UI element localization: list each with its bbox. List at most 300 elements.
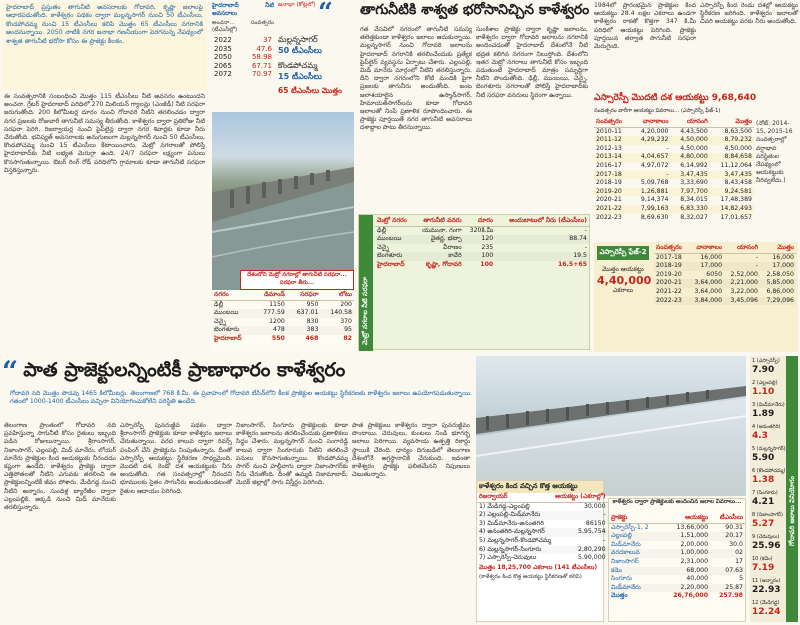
table-cell: 11,12,064: [720, 161, 752, 169]
table-cell: 3,45,096: [730, 296, 758, 304]
table-cell: 6,14,992: [680, 161, 708, 169]
table-cell: సింగూరు: [611, 575, 633, 583]
strip-item-value: 5.90: [752, 453, 775, 463]
headline-2: “ పాత ప్రాజెక్టులన్నింటికీ ప్రాణాధారం కాళేశ్వరం: [2, 355, 346, 388]
table-cell: మొత్తం: [611, 592, 628, 600]
table-cell: 68,000: [686, 566, 709, 574]
table-row: [654, 288, 796, 297]
table-cell: 4,50,000: [680, 144, 708, 152]
table-cell: 2050: [214, 53, 232, 62]
table-cell: 19.5: [573, 252, 587, 260]
table-cell: 25.87: [725, 583, 743, 591]
table-cell: 5,85,000: [766, 279, 794, 287]
allocation-box: [278, 34, 354, 110]
table-cell: 2035: [214, 44, 232, 53]
intro-text: హైదరాబాద్ ప్రస్తుతం తాగునీటి అవసరాలకు గోదావరి, కృష్ణా జలాలపై ఆధారపడుతోంది. కాళేశ్వరం పథకం ద్వారా మల్లన్నసాగర్ నుంచి 50 టీఎంసీలు, కొండపోచమ్మ నుంచి 15 టీఎంసీలు కలిపి మొత్తం 65 టీఎంసీలు నగరానికి అందనున్నాయి. 2050 నాటికి నగర జనాభా గణనీయంగా పెరగనున్న నేపథ్యంలో శాశ్వత తాగునీటి భరోసా కోసం ఈ ప్రాజెక్టు కీలకం.: [6, 4, 206, 45]
table-cell: 2016-17: [596, 161, 622, 169]
demand-header-label: జనాభా (కోట్లలో): [278, 2, 316, 8]
table-row: [477, 528, 608, 537]
table-row: [375, 252, 589, 261]
table-row: [594, 145, 754, 154]
table-cell: 8,84,658: [724, 153, 752, 161]
table-cell: 2,20,000: [680, 583, 709, 591]
table-cell: 3,84,000: [694, 296, 723, 304]
table-cell: ఎస్సారెస్పీ-1, 2: [611, 523, 649, 531]
table-cell: 16,000: [772, 253, 794, 261]
table-cell: 8,43,458: [724, 179, 752, 187]
lede-2: గోదావరి నది మొత్తం పొడవు 1465 కిలోమీటర్లు. తెలంగాణలో 768 కి.మీ. ఈ ప్రవాహంలో గోదావరి బేసిన్‌లోని కీలక ప్రాజెక్టుల ఆయకట్టు స్థిరీకరణకు కాళేశ్వరం జలాలు ఉపయోగపడుతున్నాయి. గతంలో 1000-1400 టీఎంసీలు వచ్చినా వినియోగించుకోలేని పరిస్థితి ఉండేది.: [10, 390, 474, 406]
strip-item: [752, 358, 786, 375]
strip-item-label: 4 (అనంతగిరి): [752, 424, 781, 430]
table-header-cell: దూరం: [464, 217, 496, 226]
mid-column-1: గత వేసవిలో నగరంలో తాగునీటి సమస్య తలెత్తకుండా కాళేశ్వరం జలాలు ఆదుకున్నాయి. మల్లన్నసాగర్ నుంచి గోదావరి జలాలను హైదరాబాద్ నగరానికి తరలించేందుకు ప్రత్యేక పైప్‌లైన్ వ్యవస్థను ఏర్పాటు చేశారు. ఎల్లంపల్లి, మిడ్ మానేరు మార్గంలో నీటిని తరలిస్తున్నారు. దీని ద్వారా నగరంలోని కోటి మందికి పైగా ప్రజలకు తాగునీరు అందుతోంది. జంట జలాశయాలైన ఉస్మాన్‌సాగర్, హిమాయత్‌సాగర్‌లను కూడా గోదావరి జలాలతో నింపే ప్రణాళిక రూపొందించారు. ఈ ప్రాజెక్టు పూర్తయితే నగర తాగునీటి అవసరాలు దశాబ్దాల పాటు తీరనున్నాయి.: [360, 26, 474, 132]
table-cell: 7,99,163: [640, 204, 669, 212]
table-cell: 47.6: [256, 44, 272, 53]
table-cell: 13,66,000: [676, 523, 709, 531]
table-cell: కావేరి: [448, 252, 462, 260]
table-cell: 2,31,000: [680, 557, 709, 565]
table-cell: 4,50,000: [724, 144, 752, 152]
table-cell: 90.31: [725, 523, 743, 531]
table-cell: 1,00,000: [680, 549, 709, 557]
table-cell: వీరాణం: [443, 243, 462, 251]
table-cell: 17,000: [700, 262, 723, 270]
table-cell: 95: [344, 326, 352, 334]
strip-item-label: 2 (ఎల్లంపల్లి): [752, 380, 778, 386]
table-cell: 478: [273, 326, 285, 334]
table-cell: 550: [271, 334, 285, 342]
strip-item: [752, 468, 786, 485]
table-cell: 4,80,000: [680, 153, 708, 161]
strip-item: [752, 424, 786, 441]
table-cell: 8,69,630: [640, 213, 669, 221]
strip-item-label: 1 (ఎస్సారెస్పీ): [752, 358, 780, 364]
alloc-source-2: కొండపోచమ్మ: [278, 61, 318, 70]
table-cell: 2020-21: [656, 279, 682, 287]
table-row: [654, 253, 796, 262]
table-cell: 37: [263, 36, 272, 44]
table-row: [212, 53, 274, 62]
table-row: [594, 153, 754, 162]
table-row: [375, 261, 589, 270]
table-header-cell: యాసంగి: [724, 244, 760, 253]
table-cell: 67.71: [251, 61, 272, 70]
table-cell: 07.63: [725, 566, 743, 574]
table-cell: ఎల్లంపల్లి: [611, 532, 632, 540]
table-cell: మిడ్‌మానేరు: [611, 583, 641, 591]
table-cell: 4,29,232: [640, 136, 669, 144]
strip-item-label: 9 (చెరువులు): [752, 534, 780, 540]
table-cell: వైతర్ణ, భట్సా: [430, 235, 462, 243]
table-row: [375, 244, 589, 253]
table-cell: కృష్ణా, గోదావరి: [425, 260, 462, 268]
table-row: [477, 502, 608, 511]
table-row: [654, 271, 796, 280]
strip-item-value: 7.90: [752, 365, 775, 375]
new-ayacut-box: కాళేశ్వరం కింద వచ్చిన కొత్త ఆయకట్టు రిజర్వాయర్ ఆయకట్టు (ఎకరాల్లో) 1) మేడిగడ్డ-ఎల్లంపల్లి 30,000 2) ఎల్లంపల్లి-మిడ్‌మానేరు - 3) మిడ్‌మానేరు-అనంతగిరి 86150 4) అనంతగిరి-మల్లన్నసాగర్ 5,95,754 5) మల్లన్నసాగర్-కొండపోచమ్మ - 6) మల్లన్నసాగర్-సింగూరు 2,80,290 7) ఎస్సారెస్పీ-చెరువులు 5,90,000 మొత్తం 18,25,700 ఎకరాలు (141 టీఎంసీలు) (కాళేశ్వరం కింద కొత్త ఆయకట్టు స్థిరీకరణతో కలిపి): [476, 480, 604, 622]
table-row: [212, 335, 354, 344]
table-cell: 235: [481, 243, 494, 251]
table-cell: 4,97,072: [640, 161, 669, 169]
strip-item-label: 11 (అన్నారం): [752, 578, 781, 584]
table-cell: 2021-22: [656, 287, 682, 295]
strip-item: [752, 446, 786, 463]
table-cell: 2019-20: [656, 270, 682, 278]
srsp2-side: ఎస్సారెస్పీ ఫేజ్-2 మొత్తం ఆయకట్టు 4,40,000 ఎకరాలు: [597, 248, 652, 294]
right-top-text: 1984లో ప్రారంభమైన ప్రాజెక్టుల కింద ఆయకట్టు 28.4 లక్షల ఎకరాలు ఉండగా కాళేశ్వరం రాకతో కొత్తగా 347 కి.మీ పరిధిలో ఆయకట్టు పెరిగింది. ప్రాజెక్టు పూర్తయిన తర్వాత సాగునీటి సరఫరా మెరుగైంది.: [594, 2, 698, 51]
strip-item-value: 1.89: [752, 409, 775, 419]
alloc-value-1: 50 టీఎంసీలు: [278, 46, 322, 55]
table-row: [212, 309, 354, 318]
table-cell: 6) మల్లన్నసాగర్-సింగూరు: [479, 545, 542, 553]
table-cell: 9,24,581: [724, 187, 752, 195]
table-cell: 3,64,000: [694, 279, 723, 287]
barrage-photo: [476, 356, 746, 496]
intro-box: [2, 2, 207, 90]
table-cell: 200: [340, 300, 352, 308]
table-cell: 6050: [706, 270, 723, 278]
table-cell: 70.97: [251, 70, 272, 79]
table-row: [609, 558, 745, 567]
table-cell: 830: [306, 317, 319, 325]
strip-title-band: గోదావరి జలాలు వినియోగం: [786, 356, 798, 622]
table-cell: 14,82,493: [720, 204, 752, 212]
demand-table: [212, 36, 274, 79]
table-cell: 40,000: [686, 575, 709, 583]
demand-box: [212, 2, 277, 110]
table-cell: 5: [739, 575, 743, 583]
bottom-col-4: పాత ప్రాజెక్టులు కాళేశ్వరం ద్వారా పునరుజ్జీవం పొందాయి. చెరువులు, కుంటలు నిండి భూగర్భ జలాలు పెరిగాయి. వ్యవసాయ ఉత్పత్తి రికార్డు స్థాయికి చేరింది. ధాన్యం దిగుబడిలో తెలంగాణ దేశంలోనే అగ్రస్థానానికి చేరుకుంది. ఇదంతా కాళేశ్వరం ప్రాజెక్టు ఫలితమేనని నిపుణులు చెబుతున్నారు.: [352, 422, 472, 479]
table-cell: 2,21,000: [730, 279, 758, 287]
table-cell: 3) మిడ్‌మానేరు-అనంతగిరి: [479, 519, 544, 527]
table-row: [477, 546, 608, 555]
table-row: [212, 36, 274, 45]
table-cell: 1150: [269, 300, 285, 308]
metro-table-2: [358, 214, 590, 350]
right-top-text-2: ఎస్సారెస్పీ కింద రెండు దశల్లో ఆయకట్టు స్థిరీకరణ జరిగింది. కాళేశ్వరం జలాలతో చివరి ఆయకట్టు వరకు నీరు అందుతోంది.: [700, 2, 800, 26]
table-cell: 383: [306, 326, 319, 334]
table-cell: 02: [735, 549, 743, 557]
table-cell: 5,09,768: [640, 179, 669, 187]
table-cell: 7,97,700: [680, 187, 708, 195]
table-cell: 17,01,657: [720, 213, 752, 221]
table-row: [654, 279, 796, 288]
table-row: [594, 214, 754, 223]
table-row: [212, 318, 354, 327]
table-cell: -: [666, 144, 669, 152]
table-cell: యమునా, గంగా: [422, 226, 462, 234]
srsp2-box: [594, 242, 798, 352]
table-cell: 2017-18: [596, 170, 622, 178]
table-cell: 26,76,000: [673, 592, 709, 600]
table-cell: 1200: [269, 317, 285, 325]
table-cell: 2011-12: [596, 136, 622, 144]
metro-table-2-body: [375, 217, 589, 349]
table-cell: 468: [305, 334, 319, 342]
table-cell: 4,04,657: [640, 153, 669, 161]
table-cell: ముంబయి: [214, 309, 239, 317]
alloc-source-1: మల్లన్నసాగర్: [278, 35, 318, 44]
table-cell: ముంబయి: [377, 235, 402, 243]
table-cell: 20.17: [725, 532, 743, 540]
strip-item: [752, 556, 786, 573]
table-header-cell: ఆయకట్టు (ఎకరాల్లో): [553, 493, 608, 502]
strip-item-value: 25.96: [752, 541, 781, 551]
table-cell: 100: [480, 260, 494, 268]
table-header-cell: వానాకాలం: [631, 118, 670, 127]
quote-mark-2: “: [2, 355, 19, 388]
table-cell: బెంగళూరు: [377, 252, 403, 260]
table-header-cell: రిజర్వాయర్: [477, 493, 553, 502]
alloc-total: 65 టీఎంసీలు మొత్తం: [278, 86, 342, 95]
table-cell: బెంగళూరు: [214, 326, 240, 334]
table-cell: 2012-13: [596, 144, 622, 152]
table-cell: 2,00,000: [680, 540, 709, 548]
table-cell: -: [755, 262, 758, 270]
table-cell: 5,95,754: [578, 528, 606, 536]
metro-side-label: మెట్రో నగరాల నీటి సరఫరా: [359, 215, 373, 351]
table-header-cell: తాగునీటి వనరు: [414, 217, 464, 226]
table-cell: 2022-23: [596, 213, 622, 221]
table-cell: 17,000: [772, 262, 794, 270]
table-cell: 4) అనంతగిరి-మల్లన్నసాగర్: [479, 528, 545, 536]
table-cell: 2,58,050: [766, 270, 794, 278]
table-header-cell: సరఫరా: [287, 291, 321, 300]
table-cell: 320కి.మీ: [469, 226, 494, 234]
table-cell: 6,83,330: [680, 204, 708, 212]
table-cell: 8,32,027: [680, 213, 708, 221]
srsp-table: [594, 118, 754, 238]
table-cell: 3,47,435: [680, 170, 708, 178]
table-cell: 30.0: [729, 540, 743, 548]
table-cell: 16,000: [700, 253, 723, 261]
table-cell: 88.74: [569, 235, 587, 243]
bottom-col-2: ఎస్సారెస్పీ పునరుజ్జీవ పథకం ద్వారా శ్రీరాంసాగర్ ప్రాజెక్టుకు కూడా కాళేశ్వరం జలాలు చేరుతున్నాయి. వరద కాలువ ద్వారా రివర్స్ పంపింగ్ చేసి ప్రాజెక్టును నింపుతున్నారు. దీంతో ఎస్సారెస్పీ ఆయకట్టు స్థిరీకరణ సాధ్యమైంది. మొదటి దశ, రెండో దశ ఆయకట్టుకు నీరు అందుతోంది. గత సంవత్సరాల్లో నీరందని భూములకు సైతం సాగునీరు అందుతుండటంతో రైతుల ఆదాయం పెరిగింది.: [120, 422, 234, 495]
table-cell: 3,64,000: [694, 287, 723, 295]
table-cell: 950: [306, 300, 319, 308]
table-cell: 3,22,000: [730, 287, 758, 295]
alloc-value-2: 15 టీఎంసీలు: [278, 72, 322, 81]
table-row: [594, 136, 754, 145]
table-cell: -: [603, 511, 606, 519]
table-cell: -: [584, 243, 587, 251]
strip-item-value: 1.10: [752, 387, 775, 397]
table-cell: 2022-23: [656, 296, 682, 304]
strip-item: [752, 380, 786, 397]
table-cell: -: [755, 253, 758, 261]
barrage-illustration: [476, 356, 746, 496]
srsp2-table: [654, 244, 796, 350]
table-row: [654, 262, 796, 271]
bottom-col-3: నిజాంసాగర్, సింగూరు ప్రాజెక్టులకు కూడా కాళేశ్వరం జలాలను తరలించేందుకు ప్రణాళికలు సిద్ధం చేశారు. మల్లన్నసాగర్ నుంచి సంగారెడ్డి కాలువ ద్వారా సింగూరుకు నీటిని తరలించే పనులు కొనసాగుతున్నాయి. కొండపోచమ్మ సాగర్ నుంచి హల్దీవాగు ద్వారా నిజాంసాగర్‌కు నీరు చేరుతోంది. దీంతో ఉమ్మడి నిజామాబాద్, మెదక్ జిల్లాల్లో సాగు విస్తీర్ణం పెరిగింది.: [236, 422, 350, 487]
table-cell: హైదరాబాద్: [377, 260, 405, 268]
table-cell: 82: [343, 334, 352, 342]
strip-item-label: 3 (మిడ్‌మానేరు): [752, 402, 785, 408]
table-cell: 4,50,000: [680, 136, 708, 144]
table-header-cell: యాసంగి: [670, 118, 709, 127]
table-row: [212, 300, 354, 309]
table-cell: 2) ఎల్లంపల్లి-మిడ్‌మానేరు: [479, 511, 541, 519]
table-cell: -: [666, 170, 669, 178]
bottom-col-1: తెలంగాణ ప్రాంతంలో గోదావరి నది ప్రవహిస్తున్నా సాగునీటి కోసం రైతులు ఇబ్బంది పడిన రోజులున్నాయి. శ్రీరాంసాగర్, నిజాంసాగర్, ఎల్లంపల్లి, మిడ్ మానేరు, లోయర్ మానేరు ప్రాజెక్టుల కింద ఆయకట్టుకు నీరందడం కష్టంగా ఉండేది. కాళేశ్వరం ప్రాజెక్టు ద్వారా ఎత్తిపోతలతో నీటిని ఎగువకు తరలించి ఈ ప్రాజెక్టులన్నింటికీ జీవం పోశారు. మేడిగడ్డ నుంచి నీటిని అన్నారం, సుందిళ్ల బ్యారేజీల ద్వారా ఎల్లంపల్లికి, అక్కడి నుంచి మిడ్ మానేరుకు తరలిస్తున్నారు.: [4, 422, 118, 512]
table-cell: మిడ్‌మానేరు: [611, 540, 641, 548]
intro-body: [2, 93, 207, 293]
table-cell: 120: [481, 235, 494, 243]
table-row: [477, 511, 608, 520]
table-cell: 8,79,232: [724, 136, 752, 144]
table-row: [609, 523, 745, 532]
table-cell: 7,29,096: [766, 296, 794, 304]
table-cell: ఢిల్లీ: [377, 226, 387, 234]
headline-1: తాగునీటికి శాశ్వత భరోసానిచ్చిన కాళేశ్వరం: [360, 2, 590, 18]
table-cell: 8,63,500: [724, 127, 752, 135]
strip-item-label: 6 (కొండపోచమ్మ): [752, 468, 786, 474]
table-cell: 2022: [214, 36, 232, 44]
strip-item-label: 10 (కడెం): [752, 556, 773, 562]
table-header-cell: నగరం: [212, 291, 253, 300]
table-cell: 5) మల్లన్నసాగర్-కొండపోచమ్మ: [479, 536, 551, 544]
table-row: [594, 205, 754, 214]
table-cell: 2,52,000: [730, 270, 758, 278]
strip-item-label: 7 (సింగూరు): [752, 490, 778, 496]
table-row: [594, 171, 754, 180]
strip-item-value: 7.19: [752, 563, 775, 573]
table-row: [477, 537, 608, 546]
strip-item: [752, 512, 786, 529]
quote-mark-1: “: [318, 0, 333, 28]
metro-table-1: [212, 291, 354, 351]
table-cell: 140.58: [330, 309, 352, 317]
table-cell: 58.98: [251, 53, 272, 62]
canal-illustration: [212, 112, 354, 290]
table-header-cell: మొత్తం: [760, 244, 796, 253]
table-header-cell: టీఎంసీలు: [710, 514, 745, 523]
table-row: [212, 326, 354, 335]
table-cell: 8,34,015: [680, 196, 708, 204]
strip-item-value: 4.21: [752, 497, 775, 507]
srsp-note: (నోట్: 2014-15, 2015-16 సంవత్సరాల్లో వర్షాభావ పరిస్థితుల నేపథ్యంలో ఆయకట్టుకు నీరివ్వలేదు.): [756, 120, 795, 185]
table-row: [609, 567, 745, 576]
strip-item: [752, 578, 786, 595]
strip-item: [752, 600, 786, 617]
table-row: [594, 127, 754, 136]
table-cell: 1) మేడిగడ్డ-ఎల్లంపల్లి: [479, 502, 530, 510]
table-cell: 2072: [214, 70, 232, 79]
table-row: [375, 235, 589, 244]
demand-title: హైదరాబాద్ నీటి అవసరాలు: [212, 2, 277, 17]
table-cell: 370: [340, 317, 352, 325]
table-row: [212, 62, 274, 71]
table-cell: 4,43,500: [680, 127, 708, 135]
table-cell: 5,90,000: [578, 554, 606, 562]
table-cell: 100: [481, 252, 494, 260]
table-cell: 2010-11: [596, 127, 622, 135]
right-strip: [750, 356, 798, 622]
table-row: [477, 554, 608, 563]
table-cell: ఢిల్లీ: [214, 300, 224, 308]
table-header-cell: సంవత్సరం: [594, 118, 631, 127]
table-row: [375, 226, 589, 235]
demand-subtitle: అంచనా... సంవత్సరం (టీఎంసీల్లో): [212, 20, 276, 33]
strip-item-label: 8 (నిజాంసాగర్): [752, 512, 783, 518]
table-row: [594, 188, 754, 197]
strip-items: [750, 356, 786, 622]
strip-item-label: 5 (మల్లన్నసాగర్): [752, 446, 786, 452]
demand-header-box: [278, 2, 350, 30]
table-cell: 30,000: [583, 502, 606, 510]
table-row: [594, 179, 754, 188]
table-cell: 257.98: [719, 592, 743, 600]
table-cell: 17: [735, 557, 743, 565]
table-header-cell: ప్రాజెక్టు: [609, 514, 661, 523]
table-cell: 3,33,690: [680, 179, 708, 187]
table-cell: 9,14,374: [640, 196, 669, 204]
table-header-cell: వానాకాలం: [688, 244, 724, 253]
table-row: [609, 575, 745, 584]
mid-column-2: సుంకిశాల ప్రాజెక్టు ద్వారా కృష్ణా జలాలను, కాళేశ్వరం ద్వారా గోదావరి జలాలను నగరానికి అందించడంతో హైదరాబాద్ దేశంలోనే నీటి భద్రత కలిగిన నగరంగా నిలుస్తోంది. దేశంలోని ఇతర మెట్రో నగరాలు తాగునీటి కోసం ఇబ్బంది పడుతుంటే హైదరాబాద్ మాత్రం సమృద్ధిగా నీటిని పొందుతోంది. ఢిల్లీ, ముంబయి, చెన్నై, బెంగళూరు నగరాలతో పోలిస్తే హైదరాబాద్‌కు నీటి సరఫరా వనరులు స్థిరంగా ఉన్నాయి.: [476, 26, 590, 99]
table-cell: 7) ఎస్సారెస్పీ-చెరువులు: [479, 554, 537, 562]
table-row: [609, 541, 745, 550]
table-cell: 2,80,290: [578, 545, 606, 553]
table-row: [212, 70, 274, 79]
strip-item-value: 5.27: [752, 519, 775, 529]
table-header-cell: లోటు: [320, 291, 354, 300]
table-row: [609, 549, 745, 558]
table-header-cell: మొత్తం: [710, 118, 754, 127]
srsp-heading: ఎస్సారెస్పీ మొదటి దశ ఆయకట్టు 9,68,640 సంవత్సరం వారీగా ఆయకట్టు వివరాలు... (ఎస్సారెస్పీ ఫేజ్-1): [594, 93, 757, 114]
table-cell: 86150: [585, 519, 606, 527]
table-cell: -: [603, 536, 606, 544]
table-cell: 1,51,000: [680, 532, 709, 540]
table-header-cell: ఆయకట్టు: [661, 514, 710, 523]
photo-caption: దేశంలోని మెట్రో నగరాల్లో తాగునీటి సరఫరా... సరఫరా తీరు...: [240, 270, 354, 290]
strip-item-value: 4.3: [752, 431, 768, 441]
table-row: [609, 592, 745, 601]
table-header-cell: డిమాండ్: [253, 291, 287, 300]
old-ayacut-box: కాళేశ్వరం ద్వారా ప్రాజెక్టులకు అందించిన జలాల వివరాలు... ప్రాజెక్టు ఆయకట్టు టీఎంసీలు ఎస్సారెస్పీ-1, 2 13,66,000 90.31 ఎల్లంపల్లి 1,51,000 20.17 మిడ్‌మానేరు 2,00,000 30.0 వరదకాలువ 1,00,000 02 నిజాంసాగర్ 2,31,000 17 కడెం 68,000 07.63 సింగూరు 40,000 5 మిడ్‌మానేరు 2,20,000 25.87 మొత్తం 26,76,000 257.98: [608, 498, 746, 622]
table-row: [609, 584, 745, 593]
table-header-cell: మెట్రో నగరం: [375, 217, 414, 226]
table-cell: 637.01: [296, 309, 319, 317]
strip-item: [752, 490, 786, 507]
table-cell: 2017-18: [656, 253, 682, 261]
table-cell: 2065: [214, 61, 232, 70]
table-cell: చెన్నై: [377, 243, 390, 251]
table-header-cell: అందుబాటులో నీరు (టీఎంసీలు): [495, 217, 589, 226]
table-cell: 777.59: [263, 309, 285, 317]
table-row: [212, 45, 274, 54]
table-row: [594, 162, 754, 171]
table-cell: -: [584, 226, 587, 234]
strip-item: [752, 534, 786, 551]
table-cell: 2018-19: [596, 179, 622, 187]
table-cell: 6,86,000: [766, 287, 794, 295]
table-cell: 2020-21: [596, 196, 622, 204]
table-cell: 2019-20: [596, 187, 622, 195]
table-row: [654, 297, 796, 306]
table-header-cell: సంవత్సరం: [654, 244, 688, 253]
strip-item-value: 22.93: [752, 585, 781, 595]
intro-body-text: ఈ సంవత్సరానికి సంబంధించి మొత్తం 115 టీఎంసీలు నీటి అవసరం ఉంటుందని అంచనా. గ్రేటర్ హైదరాబాద్ పరిధిలో 270 మిలియన్ గ్యాలన్లు (ఎంజీడీ) నీటి సరఫరా జరుగుతోంది. 200 కిలోమీటర్ల దూరం నుంచి గోదావరి నీటిని తరలించడం ద్వారా నగర ప్రజలకు రోజువారీ తాగునీటి సమస్య తీరుతోంది. కాళేశ్వరం ద్వారా ప్రతిరోజు నీటి సరఫరా పెరిగి, రిజర్వాయర్ల నుంచి పైప్‌లైన్ల ద్వారా నగర శివార్లకు కూడా నీరు చేరుతోంది. భవిష్యత్ అవసరాలకు అనుగుణంగా మల్లన్నసాగర్ నుంచి 50 టీఎంసీలు, కొండపోచమ్మ నుంచి 15 టీఎంసీలు కేటాయించారు. మెట్రో నగరాలతో పోలిస్తే హైదరాబాద్‌కు నీటి లభ్యత మెరుగ్గా ఉంది. 24/7 సరఫరా లక్ష్యంగా పనులు కొనసాగుతున్నాయి. ఔటర్ రింగ్ రోడ్ పరిధిలోని గ్రామాలకు కూడా తాగునీటి సరఫరా విస్తరిస్తున్నారు.: [4, 93, 207, 174]
table-cell: 16.5+65: [557, 260, 587, 268]
table-cell: 4,20,000: [640, 127, 669, 135]
canal-photo: [212, 112, 354, 290]
strip-item-value: 1.38: [752, 475, 775, 485]
table-cell: 2018-19: [656, 262, 682, 270]
table-cell: 2013-14: [596, 153, 622, 161]
table-cell: హైదరాబాద్: [214, 334, 242, 342]
table-cell: నిజాంసాగర్: [611, 557, 639, 565]
